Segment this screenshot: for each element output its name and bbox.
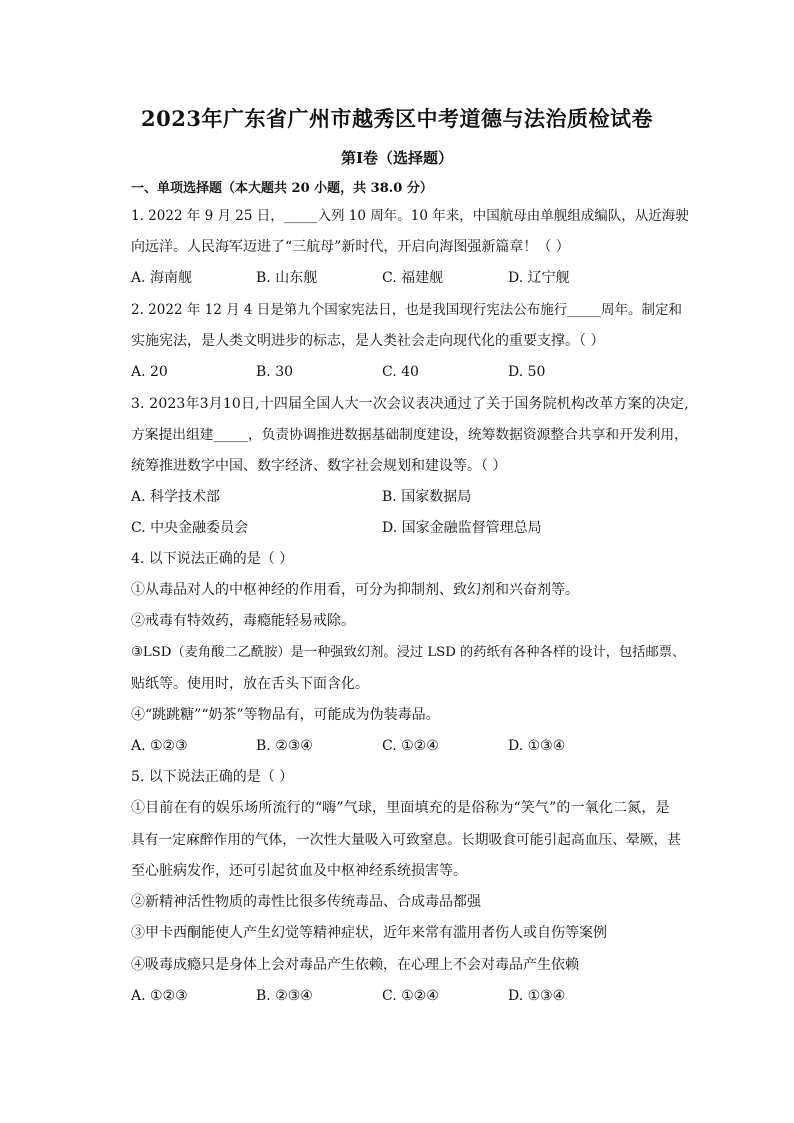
q5-option-a: A. ①②③ [131,988,188,1004]
q3-option-c: C. 中央金融委员会 [131,520,249,536]
q5-statement-1-line1: ①目前在有的娱乐场所流行的“嗨”气球，里面填充的是俗称为“笑气”的一氧化二氮，是 [131,800,670,816]
q2-option-d: D. 50 [508,364,546,380]
q3-option-d: D. 国家金融监督管理总局 [382,520,542,536]
q1-option-c: C. 福建舰 [382,270,444,286]
q5-option-c: C. ①②④ [382,988,439,1004]
q5-option-d: D. ①③④ [508,988,566,1004]
q4-stem: 4. 以下说法正确的是（ ） [131,551,294,567]
q4-statement-1: ①从毒品对人的中枢神经的作用看，可分为抑制剂、致幻剂和兴奋剂等。 [131,582,579,598]
q2-option-b: B. 30 [256,364,294,380]
q1-stem-line2: 向远洋。人民海军迈进了“三航母”新时代，开启向海图强新篇章！（ ） [131,239,570,255]
q1-stem-line1: 1. 2022 年 9 月 25 日，_____入列 10 周年。10 年来，中国航母由单舰组成编队，从近海驶 [131,208,689,224]
exam-title: 2023年广东省广州市越秀区中考道德与法治质检试卷 [141,106,653,131]
q1-option-a: A. 海南舰 [131,270,193,286]
q3-stem-line1: 3. 2023年3月10日,十四届全国人大一次会议表决通过了关于国务院机构改革方案的决定, [131,396,689,412]
q4-statement-3-line1: ③LSD（麦角酸二乙酰胺）是一种强致幻剂。浸过 LSD 的药纸有各种各样的设计，包括邮票、 [131,645,686,660]
q2-stem-line2: 实施宪法，是人类文明进步的标志，是人类社会走向现代化的重要支撑。（ ） [131,333,605,349]
q4-option-c: C. ①②④ [382,738,439,754]
q5-statement-3: ③甲卡西酮能使人产生幻觉等精神症状，近年来常有滥用者伤人或自伤等案例 [131,925,607,941]
q3-stem-line2: 方案提出组建_____，负责协调推进数据基础制度建设，统筹数据资源整合共享和开发利用， [131,427,688,443]
volume-subtitle: 第I卷（选择题） [340,149,454,167]
q5-option-b: B. ②③④ [256,988,313,1004]
q4-option-a: A. ①②③ [131,738,188,754]
q5-statement-1-line3: 至心脏病发作，还可引起贫血及中枢神经系统损害等。 [131,863,467,879]
section-heading: 一、单项选择题（本大题共 20 小题，共 38.0 分） [131,181,433,196]
q4-statement-2: ②戒毒有特效药，毒瘾能轻易戒除。 [131,613,355,629]
q4-option-b: B. ②③④ [256,738,313,754]
q3-stem-line3: 统筹推进数字中国、数字经济、数字社会规划和建设等。（ ） [131,458,507,474]
q1-option-b: B. 山东舰 [256,270,318,286]
q5-statement-4: ④吸毒成瘾只是身体上会对毒品产生依赖，在心理上不会对毒品产生依赖 [131,957,579,973]
q2-option-c: C. 40 [382,364,419,380]
q1-option-d: D. 辽宁舰 [508,270,570,286]
q5-stem: 5. 以下说法正确的是（ ） [131,769,294,785]
q4-statement-4: ④“跳跳糖”“奶茶”等物品有，可能成为伪装毒品。 [131,707,440,723]
q4-option-d: D. ①③④ [508,738,566,754]
q5-statement-1-line2: 具有一定麻醉作用的气体，一次性大量吸入可致窒息。长期吸食可能引起高血压、晕厥，甚 [131,832,682,848]
q5-statement-2: ②新精神活性物质的毒性比很多传统毒品、合成毒品都强 [131,894,481,910]
q3-option-b: B. 国家数据局 [382,489,472,505]
q4-statement-3-line2: 贴纸等。使用时，放在舌头下面含化。 [131,676,369,692]
q2-option-a: A. 20 [131,364,168,380]
q3-option-a: A. 科学技术部 [131,489,221,505]
q2-stem-line1: 2. 2022 年 12 月 4 日是第九个国家宪法日，也是我国现行宪法公布施行_____周年。制定和 [131,302,683,318]
